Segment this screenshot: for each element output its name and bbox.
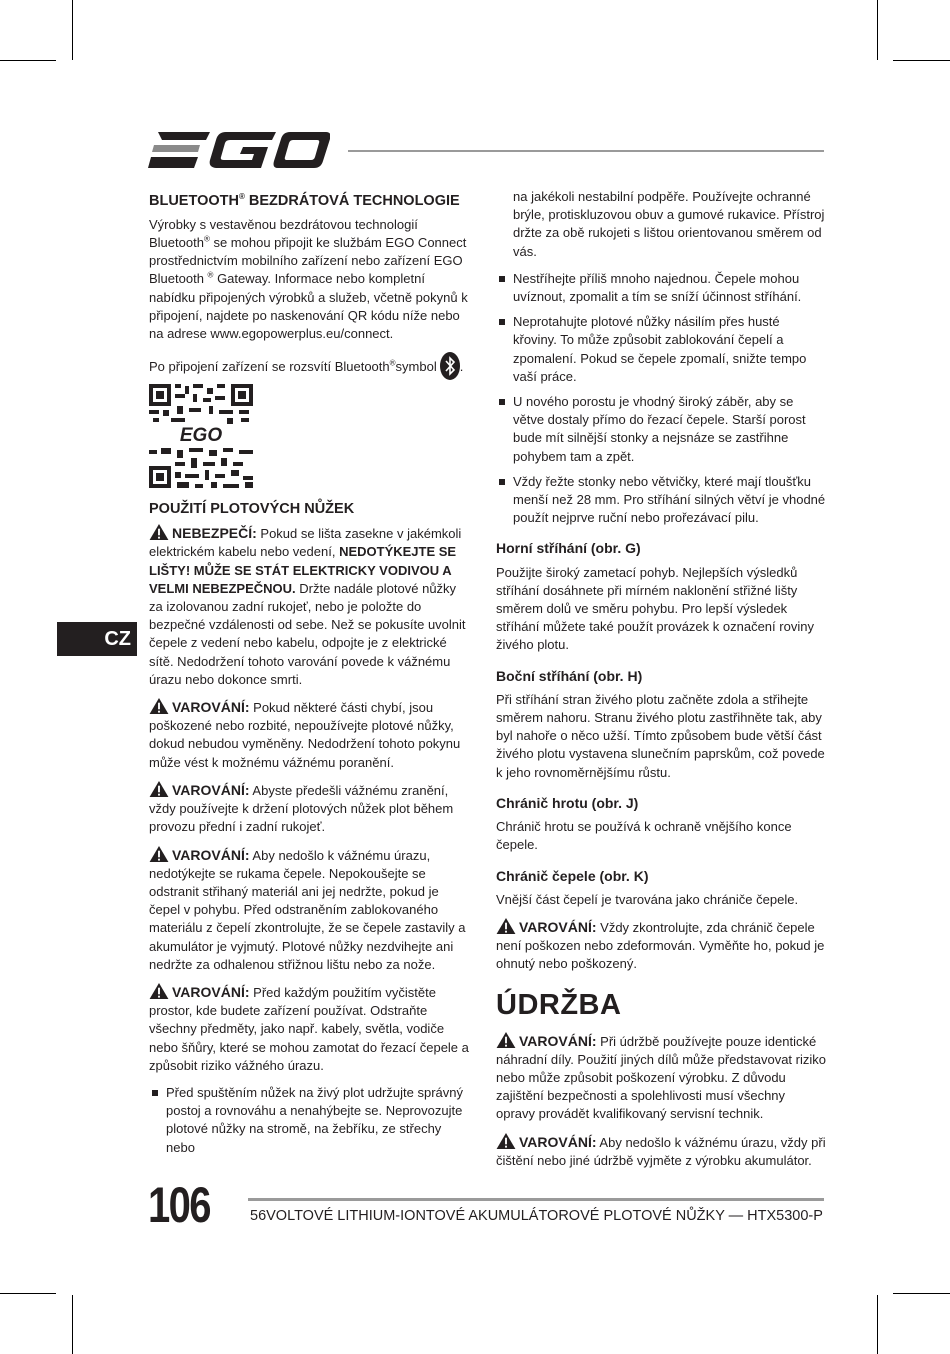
continued-paragraph: na jakékoli nestabilní podpěře. Používejte ochranné brýle, protiskluzovou obuv a gumové rukavice. Přístroj držte za obě rukojeti s lištou orientovanou směrem od vás. [513,189,825,259]
section-paragraph: Chránič hrotu se používá k ochraně vnějšího konce čepele. [496,819,792,853]
crop-mark [877,1295,878,1354]
list-item: Nestříhejte příliš mnoho najednou. Čepele mohou uvíznout, zpomalit a tím se sníží účinnost stříhání. [496,270,826,306]
maintenance-heading: ÚDRŽBA [496,988,622,1021]
warning-paragraph: VAROVÁNÍ: Aby nedošlo k vážnému úrazu, nedotýkejte se rukama čepele. Nepokoušejte se odstranit střihaný materiál ani jej nedržte, pokud je čepel v pohybu. Před odstraněním zablokovaného materiálu z čepelí zkontrolujte, že se čepele zastavily a akumulátor je vyjmutý. Plotové nůžky nezdvihejte ani nedržte za odhalenou střižnou lištu nebo za nože. [149,846,466,972]
warning-icon [496,1133,516,1149]
bullet-icon [499,319,505,325]
section-paragraph: Při stříhání stran živého plotu začněte zdola a střihejte směrem nahoru. Stranu živého plotu zastřihněte tak, aby byl nahoře o něco užší. Tímto způsobem bude větší část živého plotu vystavena slunečním paprskům, což povede k jeho rovnoměrnějšímu růstu. [496,691,825,780]
warning-paragraph: VAROVÁNÍ: Vždy zkontrolujte, zda chránič čepele není poškozen nebo zdeformován. Vyměňte ho, pokud je ohnutý nebo poškozený. [496,918,825,972]
bullet-icon [499,399,505,405]
crop-mark [72,0,73,60]
svg-text:EGO: EGO [179,425,223,447]
section-heading: Horní stříhání (obr. G) [496,540,641,557]
section-heading: Boční stříhání (obr. H) [496,667,643,684]
bullet-list [149,1084,472,1157]
warning-paragraph: VAROVÁNÍ: Aby nedošlo k vážnému úrazu, vždy při čištění nebo jiné údržbě vyjměte z výrobku akumulátor. [496,1133,826,1168]
warning-icon [149,846,169,862]
warning-paragraph: VAROVÁNÍ: Při údržbě používejte pouze identické náhradní díly. Použití jiných dílů může představovat riziko nebo může způsobit poškození výrobku. Z důvodu zajištění bezpečnosti a spolehlivosti musí všechny opravy provádět kvalifikovaný servisní technik. [496,1032,826,1122]
crop-mark [0,60,56,61]
language-tab-label: CZ [104,628,131,650]
bullet-icon [499,276,505,282]
language-tab [57,622,137,656]
qr-code-icon [149,384,253,488]
left-column [149,188,472,1166]
warning-icon [496,918,516,934]
crop-mark [0,1293,56,1294]
list-item: Vždy řežte stonky nebo větvičky, které mají tloušťku menší než 28 mm. Pro stříhání silných větví je vhodné použít nejprve ruční nebo prořezávací pilu. [496,473,826,528]
bullet-icon [499,479,505,485]
footer-rule [248,1198,824,1201]
warning-paragraph: VAROVÁNÍ: Pokud některé části chybí, jsou poškozené nebo rozbité, nepoužívejte plotové nůžky, dokud nebudou vyměněny. Nedodržení tohoto pokynu může vést k možnému vážnému poranění. [149,699,461,770]
section-paragraph: Vnější část čepelí je tvarována jako chrániče čepele. [496,891,799,907]
warning-icon [496,1032,516,1048]
footer-title: 56VOLTOVÉ LITHIUM-IONTOVÉ AKUMULÁTOROVÉ PLOTOVÉ NŮŽKY — HTX5300-P [250,1208,823,1224]
crop-mark [893,1293,950,1294]
warning-icon [149,781,169,797]
page-number: 106 [148,1177,210,1233]
crop-mark [877,0,878,60]
warning-icon [149,524,169,540]
bluetooth-paragraph: Výrobky s vestavěnou bezdrátovou technologií Bluetooth® se mohou připojit ke službám EGO Connect prostřednictvím mobilního zařízení nebo zařízení EGO Bluetooth ® Gateway. Informace nebo kompletní nabídku připojených výrobků a služeb, včetně pokynů k připojení, najdete po naskenování QR kódu níže nebo na adrese www.egopowerplus.eu/connect. [149,216,468,342]
bullet-list [496,270,826,528]
crop-mark [893,60,950,61]
use-heading: POUŽITÍ PLOTOVÝCH NŮŽEK [149,501,355,518]
warning-icon [149,983,169,999]
list-item: Neprotahujte plotové nůžky násilím přes husté křoviny. To může způsobit zablokování čepelí a zpomalení. Pokud se čepele zpomalí, snižte tempo vaší práce. [496,313,826,386]
bullet-icon [152,1090,158,1096]
section-heading: Chránič hrotu (obr. J) [496,794,639,811]
bluetooth-symbol-paragraph: Po připojení zařízení se rozsvítí Bluetooth®symbol . [149,352,472,380]
list-item: U nového porostu je vhodný široký záběr, aby se větve dostaly přímo do řezací čepele. Starší porost bude mít silnější stonky a nejsnáze se zastřihne pohybem tam a zpět. [496,393,826,466]
header-rule [348,150,824,152]
danger-paragraph: NEBEZPEČÍ: Pokud se lišta zasekne v jakémkoli elektrickém kabelu nebo vedení, NEDOTÝKEJTE SE LIŠTY! MŮŽE SE STÁT ELEKTRICKY VODIVOU A VELMI NEBEZPEČNOU. Držte nadále plotové nůžky za izolovanou zadní rukojeť, nebo je položte do bezpečné vzdálenosti od sebe. Než se pokusíte uvolnit čepele z vedení nebo kabelu, odpojte je z elektrické sítě. Nedodržení tohoto varování povede k vážnému úrazu nebo dokonce smrti. [149,525,466,687]
section-heading: Chránič čepele (obr. K) [496,867,649,884]
right-column [496,188,826,1179]
crop-mark [72,1295,73,1354]
list-item: Před spuštěním nůžek na živý plot udržujte správný postoj a rovnováhu a nenahýbejte se. Neprovozujte plotové nůžky na stromě, na žebříku, ze střechy nebo [149,1084,472,1157]
bluetooth-icon [440,352,460,380]
ego-logo [148,130,330,170]
bluetooth-heading: BLUETOOTH® BEZDRÁTOVÁ TECHNOLOGIE [149,192,460,209]
section-paragraph: Použijte široký zametací pohyb. Nejlepších výsledků stříhání dosáhnete při mírném naklonění střižné lišty směrem dolů ve směru pohybu. Pro lepší výsledek stříhání můžete také použít provázek k označení roviny živého plotu. [496,564,814,653]
warning-paragraph: VAROVÁNÍ: Před každým použitím vyčistěte prostor, kde budete zařízení používat. Odstraňte všechny předměty, jako např. kabely, světla, vodiče nebo šňůry, které se mohou zamotat do řezací čepele a způsobit riziko vážného úrazu. [149,983,469,1073]
warning-icon [149,698,169,714]
warning-paragraph: VAROVÁNÍ: Abyste předešli vážnému zranění, vždy používejte k držení plotových nůžek plot během provozu přední i zadní rukojeť. [149,781,454,835]
